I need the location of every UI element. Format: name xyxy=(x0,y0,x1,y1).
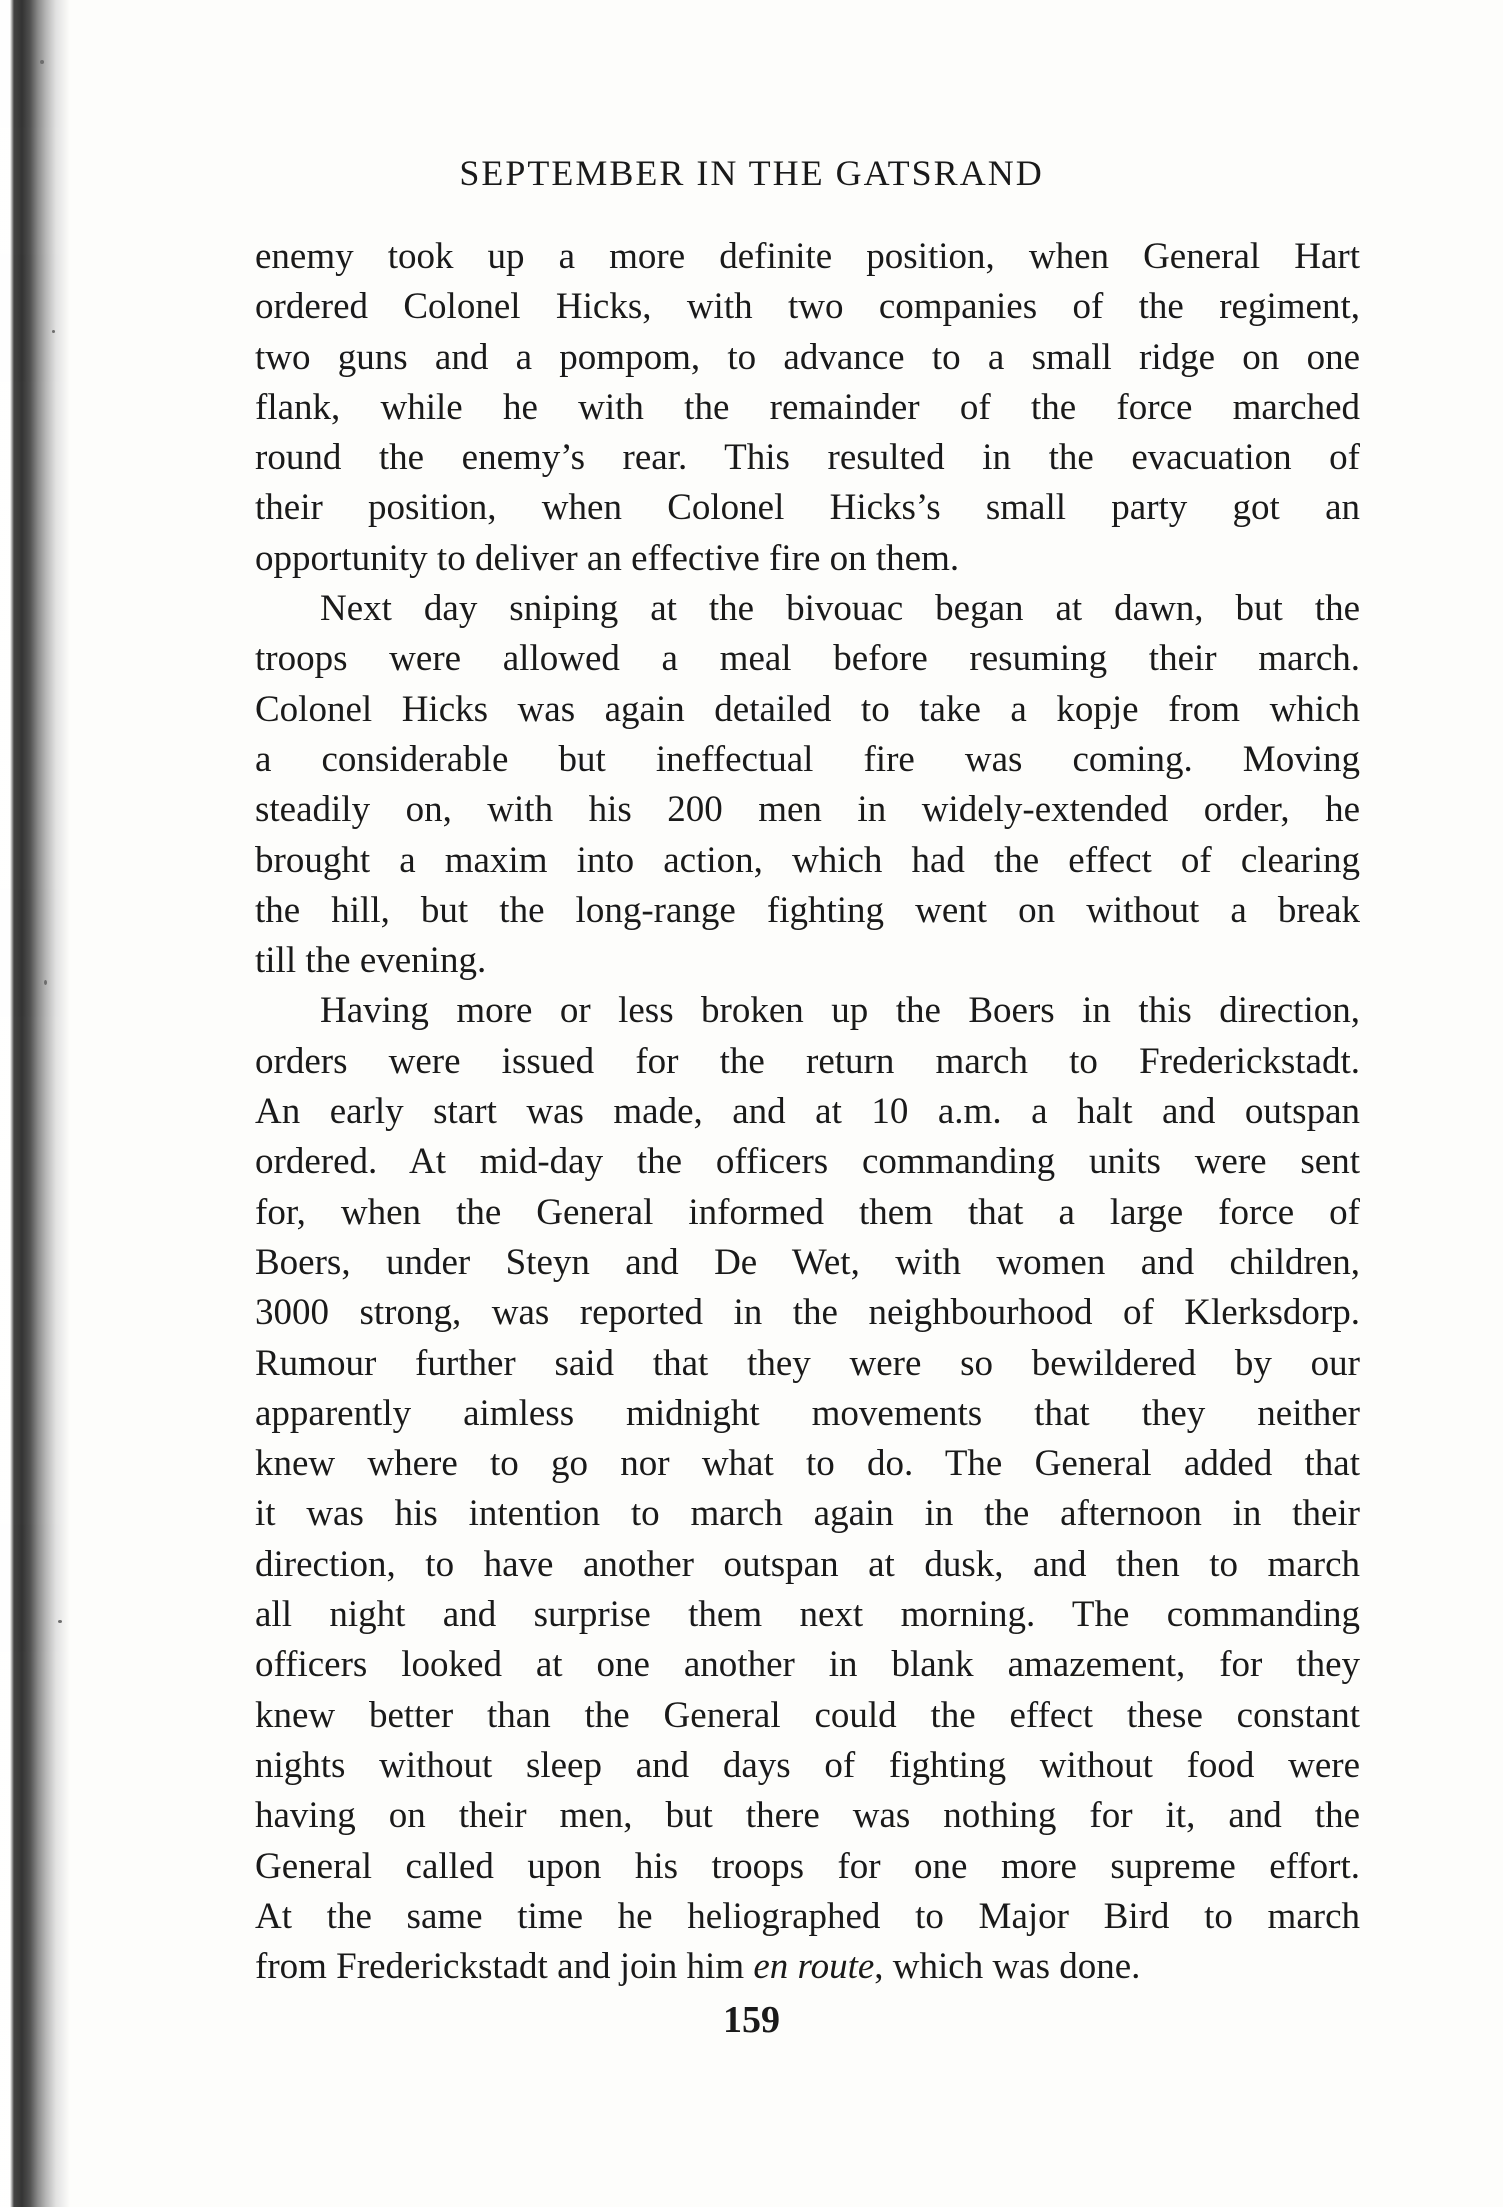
text-line: knew better than the General could the effect these constant xyxy=(255,1694,1360,1736)
text-line: nights without sleep and days of fighting without food were xyxy=(255,1744,1360,1786)
text-line: knew where to go nor what to do. The General added that xyxy=(255,1443,1360,1485)
text-line: apparently aimless midnight movements that they neither xyxy=(255,1392,1360,1434)
text-line: ordered. At mid-day the officers commanding units were sent xyxy=(255,1141,1360,1183)
text-line: till the evening. xyxy=(255,940,487,982)
text-line: General called upon his troops for one more supreme effort. xyxy=(255,1845,1360,1887)
text-line: troops were allowed a meal before resuming their march. xyxy=(255,638,1360,680)
text-line: their position, when Colonel Hicks’s small party got an xyxy=(255,487,1360,529)
text-line: Rumour further said that they were so bewildered by our xyxy=(255,1342,1360,1384)
text-line: a considerable but ineffectual fire was coming. Moving xyxy=(255,738,1360,780)
scan-speck xyxy=(58,1620,62,1623)
body-text xyxy=(255,232,1360,1992)
text-line: it was his intention to march again in the afternoon in their xyxy=(255,1493,1360,1535)
text-line: for, when the General informed them that a large force of xyxy=(255,1191,1360,1233)
running-head: SEPTEMBER IN THE GATSRAND xyxy=(459,153,1044,193)
text-line: having on their men, but there was nothing for it, and the xyxy=(255,1795,1360,1837)
text-line: brought a maxim into action, which had the effect of clearing xyxy=(255,839,1360,881)
text-line: flank, while he with the remainder of the force marched xyxy=(255,386,1360,428)
text-line: Next day sniping at the bivouac began at dawn, but the xyxy=(320,588,1360,630)
binding-edge xyxy=(0,0,70,2207)
text-line: 3000 strong, was reported in the neighbourhood of Klerksdorp. xyxy=(255,1292,1360,1334)
text-line: An early start was made, and at 10 a.m. a halt and outspan xyxy=(255,1091,1360,1133)
text-line: round the enemy’s rear. This resulted in the evacuation of xyxy=(255,437,1360,479)
scan-speck xyxy=(40,60,44,64)
text-line: all night and surprise them next morning. The commanding xyxy=(255,1594,1360,1636)
text-line: from Frederickstadt and join him en route, which was done. xyxy=(255,1946,1141,1988)
scan-speck xyxy=(44,980,47,985)
text-line: the hill, but the long-range fighting went on without a break xyxy=(255,889,1360,931)
scan-speck xyxy=(52,330,55,333)
text-line: ordered Colonel Hicks, with two companies of the regiment, xyxy=(255,286,1360,328)
text-line: At the same time he heliographed to Major Bird to march xyxy=(255,1895,1360,1937)
text-line: direction, to have another outspan at dusk, and then to march xyxy=(255,1543,1360,1585)
text-line: steadily on, with his 200 men in widely-extended order, he xyxy=(255,789,1360,831)
text-line: Having more or less broken up the Boers in this direction, xyxy=(320,990,1360,1032)
page-number: 159 xyxy=(723,1999,780,2041)
text-line: Boers, under Steyn and De Wet, with women and children, xyxy=(255,1241,1360,1283)
text-line: opportunity to deliver an effective fire on them. xyxy=(255,537,960,579)
text-line: orders were issued for the return march to Frederickstadt. xyxy=(255,1040,1360,1082)
text-line: officers looked at one another in blank amazement, for they xyxy=(255,1644,1360,1686)
text-line: Colonel Hicks was again detailed to take a kopje from which xyxy=(255,688,1360,730)
text-line: enemy took up a more definite position, when General Hart xyxy=(255,236,1360,277)
text-line: two guns and a pompom, to advance to a small ridge on one xyxy=(255,336,1360,378)
